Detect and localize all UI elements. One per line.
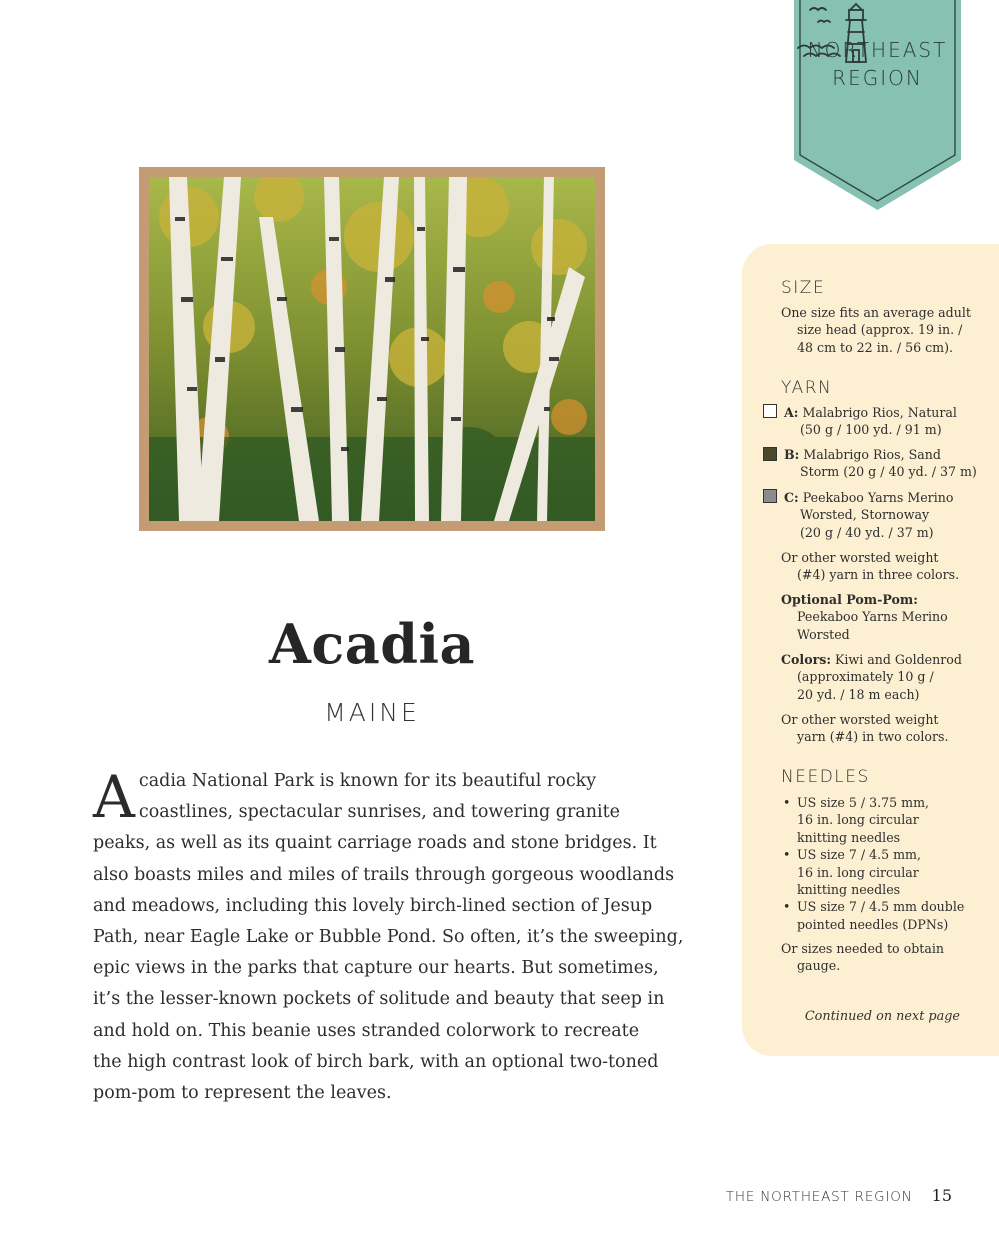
needle-line: 16 in. long circular	[797, 864, 919, 880]
pattern-info-sidebar	[742, 244, 999, 1056]
needle-line: • US size 5 / 3.75 mm,	[797, 795, 930, 810]
body-line: also boasts miles and miles of trails through gorgeous woodlands	[93, 864, 675, 885]
banner-line-1: NORTHEAST	[807, 38, 948, 62]
yarn-other2-line: yarn (#4) in two colors.	[797, 729, 949, 745]
yarn-a	[784, 404, 957, 439]
needle-line: knitting needles	[797, 882, 901, 898]
page-title: Acadia	[268, 612, 476, 676]
yarn-other	[781, 549, 959, 584]
yarn-a-swatch	[763, 404, 777, 418]
yarn-c-key: C:	[784, 490, 799, 505]
pompom-line: Worsted	[797, 626, 850, 642]
needle-line: knitting needles	[797, 829, 901, 845]
needle-item	[781, 898, 964, 933]
yarn-b-line: Malabrigo Rios, Sand	[803, 447, 941, 462]
pompom-label: Optional Pom-Pom:	[781, 592, 918, 607]
size-line: One size fits an average adult	[781, 305, 971, 320]
yarn-other2-line: Or other worsted weight	[781, 712, 939, 727]
colors-line: (approximately 10 g /	[797, 669, 934, 685]
body-line: and hold on. This beanie uses stranded colorwork to recreate	[93, 1020, 640, 1041]
colors-block	[781, 651, 962, 703]
yarn-b-key: B:	[784, 447, 800, 462]
colors-line: 20 yd. / 18 m each)	[797, 686, 920, 702]
body-line: epic views in the parks that capture our hearts. But sometimes,	[93, 958, 659, 979]
page-footer	[700, 1186, 952, 1205]
body-line: coastlines, spectacular sunrises, and towering granite	[138, 802, 620, 823]
yarn-heading: YARN	[781, 378, 833, 398]
pompom-line: Peekaboo Yarns Merino	[797, 609, 948, 625]
yarn-a-line: Malabrigo Rios, Natural	[802, 405, 957, 420]
page-subtitle: MAINE	[324, 698, 420, 727]
colors-label: Colors:	[781, 652, 831, 667]
body-line: Path, near Eagle Lake or Bubble Pond. So often, it’s the sweeping,	[93, 927, 684, 948]
yarn-other-2	[781, 711, 948, 746]
colors-line: Kiwi and Goldenrod	[835, 652, 962, 667]
banner-line-2: REGION	[832, 66, 923, 90]
needles-list	[781, 794, 964, 933]
body-line: pom-pom to represent the leaves.	[93, 1083, 392, 1104]
needle-item	[781, 846, 964, 898]
yarn-c-line: Worsted, Stornoway	[800, 507, 930, 523]
needle-line: pointed needles (DPNs)	[797, 916, 949, 932]
body-line: and meadows, including this lovely birch-lined section of Jesup	[93, 895, 653, 916]
lighthouse-icon	[794, 0, 884, 70]
yarn-b-swatch	[763, 447, 777, 461]
continued-note: Continued on next page	[804, 1009, 960, 1024]
birch-photo	[149, 177, 595, 521]
region-banner	[794, 0, 961, 210]
body-line: the high contrast look of birch bark, with an optional two-toned	[93, 1051, 659, 1072]
needle-item	[781, 794, 964, 846]
needle-line: • US size 7 / 4.5 mm double	[797, 899, 965, 915]
needles-other-line: gauge.	[797, 958, 841, 974]
body-line: peaks, as well as its quaint carriage roads and stone bridges. It	[93, 833, 657, 854]
size-line: 48 cm to 22 in. / 56 cm).	[797, 339, 954, 355]
yarn-c-swatch	[763, 489, 777, 503]
size-line: size head (approx. 19 in. /	[797, 322, 963, 338]
page-number: 15	[931, 1186, 952, 1205]
drop-cap: A	[93, 763, 135, 831]
size-heading: SIZE	[781, 278, 826, 298]
body-paragraph	[93, 763, 684, 1109]
needles-other-line: Or sizes needed to obtain	[781, 941, 944, 956]
needles-heading: NEEDLES	[781, 767, 870, 787]
needle-line: • US size 7 / 4.5 mm,	[797, 847, 922, 863]
yarn-a-key: A:	[784, 405, 799, 420]
yarn-b	[784, 446, 977, 481]
yarn-c-line: Peekaboo Yarns Merino	[802, 490, 954, 505]
body-line: cadia National Park is known for its beautiful rocky	[138, 771, 597, 791]
yarn-other-line: (#4) yarn in three colors.	[797, 567, 960, 583]
needles-other	[781, 940, 944, 975]
yarn-a-line: (50 g / 100 yd. / 91 m)	[800, 422, 942, 438]
size-text	[781, 304, 971, 356]
yarn-other-line: Or other worsted weight	[781, 550, 939, 565]
pompom-block	[781, 591, 948, 643]
body-line: it’s the lesser-known pockets of solitude and beauty that seep in	[93, 989, 665, 1010]
needle-line: 16 in. long circular	[797, 812, 919, 828]
footer-section-title: THE NORTHEAST REGION	[725, 1189, 913, 1205]
yarn-c	[784, 489, 953, 541]
yarn-b-line: Storm (20 g / 40 yd. / 37 m)	[800, 464, 977, 480]
yarn-c-line: (20 g / 40 yd. / 37 m)	[800, 524, 934, 540]
photo-frame	[139, 167, 605, 531]
